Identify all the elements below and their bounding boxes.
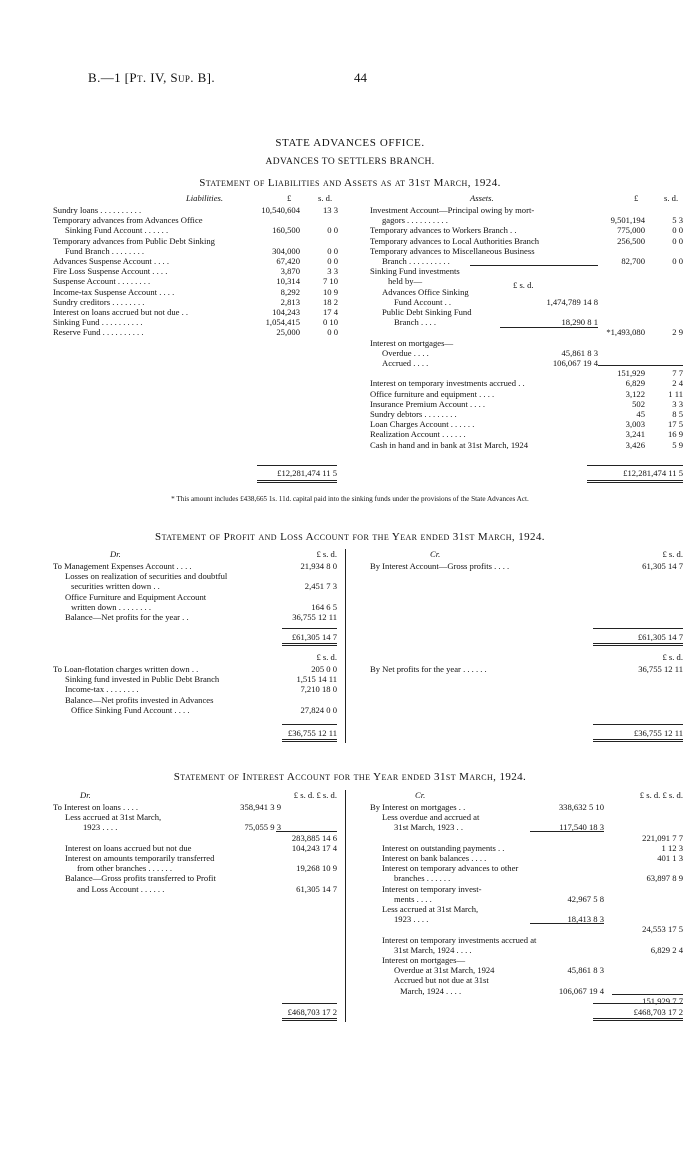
ia-dr-line: 1923 . . . . (83, 822, 118, 833)
assets-total-rule (587, 465, 683, 466)
pl2-cr-amount: 36,755 12 11 (638, 664, 683, 674)
asset-line: Sundry debtors . . . . . . . . (370, 409, 457, 419)
ia-cr-outer-amount: 1 12 3 (661, 842, 683, 853)
sinking-fund-subheading: £ s. d. (513, 280, 534, 290)
pl-dr-line: Balance—Net profits for the year . . (65, 612, 189, 622)
liability-line: Fund Branch . . . . . . . . (65, 245, 145, 256)
ia-dr-outer-amount: 283,885 14 6 (291, 832, 337, 843)
pl2-dr-columns: £ s. d. (316, 652, 337, 662)
pl-dr-label: Dr. (110, 549, 121, 559)
asset-inner-amount: 1,474,789 14 8 (546, 296, 598, 307)
pl-cr-columns: £ s. d. (662, 549, 683, 559)
asset-line: Loan Charges Account . . . . . . (370, 419, 475, 430)
asset-sd: 2 4 (672, 378, 683, 389)
asset-pounds: 151,929 (617, 368, 645, 379)
asset-line: Interest on temporary investments accrued . . (370, 378, 525, 389)
liability-pounds: 10,314 (276, 276, 300, 287)
ia-cr-columns: £ s. d. £ s. d. (639, 790, 683, 800)
asset-line: Office furniture and equipment . . . . (370, 388, 495, 399)
ia-dr-line: Less accrued at 31st March, (65, 812, 162, 823)
subtotal-rule (276, 831, 337, 832)
subtotal-rule (530, 923, 604, 924)
asset-sd: 5 3 (672, 215, 683, 226)
asset-line: Investment Account—Principal owing by mort- (370, 205, 535, 215)
asset-line: held by— (388, 276, 423, 287)
assets-heading: Assets. (470, 193, 494, 203)
asset-sd: 5 9 (672, 439, 683, 450)
asset-sd: 1 11 (668, 388, 683, 399)
subtotal-rule (470, 265, 598, 266)
pl-centre-rule (345, 549, 346, 743)
ia-cr-label: Cr. (415, 790, 426, 800)
ia-cr-inner-amount: 18,413 8 3 (567, 914, 604, 925)
pl-dr-line: Office Furniture and Equipment Account (65, 591, 207, 602)
asset-line: Public Debt Sinking Fund (382, 307, 472, 317)
pl-cr-total: £61,305 14 7 (637, 632, 683, 642)
ia-cr-total: £468,703 17 2 (633, 1007, 683, 1017)
asset-inner-amount: 106,067 19 4 (552, 358, 598, 368)
assets-sd-heading: s. d. (664, 193, 679, 203)
ia-cr-line: 31st March, 1924 . . . . (394, 944, 472, 955)
ia-cr-outer-amount: 6,829 2 4 (650, 944, 683, 955)
pl2-dr-line: Income-tax . . . . . . . . (65, 684, 139, 695)
pl-dr-amount: 164 6 5 (311, 601, 337, 612)
ia-dr-columns: £ s. d. £ s. d. (293, 790, 337, 800)
asset-pounds: 3,426 (625, 439, 645, 450)
ia-cr-line: ments . . . . (394, 893, 432, 904)
liability-line: Advances Suspense Account . . . . (53, 256, 169, 266)
ia-cr-outer-amount: 151,929 7 7 (642, 995, 683, 1006)
asset-pounds: 775,000 (617, 225, 645, 236)
ia-cr-inner-amount: 45,861 8 3 (567, 965, 604, 976)
liability-line: Income-tax Suspense Account . . . . (53, 286, 175, 297)
liabilities-sd-heading: s. d. (318, 193, 333, 203)
asset-line: Cash in hand and in bank at 31st March, 1924 (370, 439, 529, 450)
ia-cr-line: Interest on temporary investments accrued at (382, 934, 537, 945)
asset-line: Realization Account . . . . . . (370, 429, 466, 440)
ia-cr-outer-amount: 24,553 17 5 (642, 924, 683, 935)
asset-pounds: 82,700 (621, 256, 645, 266)
pl2-cr-total: £36,755 12 11 (633, 728, 683, 738)
ia-cr-line: By Interest on mortgages . . (370, 802, 466, 812)
pl2-cr-columns: £ s. d. (662, 652, 683, 662)
pl2-cr-total-rule (593, 724, 683, 725)
ia-cr-line: 1923 . . . . (394, 914, 429, 925)
asset-pounds: 6,829 (625, 378, 645, 389)
asset-line: Insurance Premium Account . . . . (370, 398, 486, 409)
pl-dr-line: To Management Expenses Account . . . . (53, 561, 192, 571)
liability-pounds: 160,500 (272, 225, 300, 236)
asset-pounds: 3,122 (625, 388, 645, 399)
pl-dr-amount: 2,451 7 3 (304, 581, 337, 592)
ia-dr-line: To Interest on loans . . . . (53, 802, 139, 812)
pl2-cr-line: By Net profits for the year . . . . . . (370, 664, 487, 674)
profit-loss-title: Statement of Profit and Loss Account for the Year ended 31st March, 1924. (155, 531, 545, 543)
liability-pounds: 3,870 (280, 266, 300, 277)
pl2-dr-line: Sinking fund invested in Public Debt Branch (65, 674, 220, 685)
ia-dr-line: Interest on amounts temporarily transferred (65, 853, 215, 863)
asset-pounds: 9,501,194 (610, 215, 645, 226)
page-number: 44 (354, 70, 367, 85)
pl-dr-line: securities written down . . (71, 581, 160, 592)
ia-cr-line: Interest on mortgages— (382, 955, 466, 965)
ia-cr-inner-amount: 42,967 5 8 (567, 893, 604, 904)
ia-cr-line: Less overdue and accrued at (382, 812, 480, 823)
balance-sheet-footnote: * This amount includes £438,665 1s. 11d. capital paid into the sinking funds under the provisions of the State Advances Act. (171, 495, 529, 503)
liability-line: Sundry loans . . . . . . . . . . (53, 205, 142, 215)
pl-cr-label: Cr. (430, 549, 441, 559)
pl-dr-line: Losses on realization of securities and doubtful (65, 571, 228, 582)
ia-cr-line: Less accrued at 31st March, (382, 904, 479, 914)
asset-line: Sinking Fund investments (370, 266, 460, 277)
liability-line: Temporary advances from Public Debt Sinking (53, 235, 215, 246)
document-reference: B.—1 [Pt. IV, Sup. B]. (88, 70, 216, 85)
ia-cr-inner-amount: 338,632 5 10 (558, 802, 604, 812)
office-title: STATE ADVANCES OFFICE. (275, 137, 425, 149)
asset-sd: 0 0 (672, 235, 683, 246)
liability-pounds: 304,000 (272, 245, 300, 256)
ia-cr-line: Interest on outstanding payments . . (382, 842, 505, 853)
liability-pounds: 104,243 (272, 307, 300, 317)
pl2-dr-line: Office Sinking Fund Account . . . . (71, 704, 190, 715)
ia-cr-line: Interest on temporary advances to other (382, 863, 519, 874)
pl-cr-line: By Interest Account—Gross profits . . . . (370, 561, 510, 571)
liability-sd: 0 10 (322, 317, 338, 328)
assets-pound-heading: £ (634, 193, 639, 203)
asset-pounds: 45 (636, 409, 645, 419)
pl2-dr-amount: 27,824 0 0 (300, 704, 337, 715)
ia-dr-inner-amount: 358,941 3 9 (240, 802, 281, 812)
subtotal-rule (530, 831, 604, 832)
pl-cr-total-double-rule (593, 643, 683, 646)
liability-pounds: 25,000 (276, 327, 300, 338)
ia-dr-line: and Loss Account . . . . . . (77, 883, 165, 894)
asset-line: Accrued . . . . (382, 358, 429, 368)
ia-cr-line: Interest on temporary invest- (382, 883, 482, 894)
pl2-dr-total-rule (282, 724, 337, 725)
liability-sd: 7 10 (322, 276, 338, 287)
liability-line: Sundry creditors . . . . . . . . (53, 296, 145, 307)
asset-sd: 7 7 (672, 368, 683, 379)
liability-sd: 0 0 (327, 327, 338, 338)
ia-cr-line: March, 1924 . . . . (400, 985, 462, 996)
asset-inner-amount: 45,861 8 3 (561, 347, 598, 358)
ia-cr-line: branches . . . . . . (394, 873, 451, 884)
ia-dr-line: Balance—Gross profits transferred to Profit (65, 873, 216, 884)
pl2-cr-total-double-rule (593, 739, 683, 742)
pl2-dr-amount: 205 0 0 (311, 664, 337, 674)
asset-line: Branch . . . . (394, 317, 437, 328)
pl2-dr-amount: 7,210 18 0 (300, 684, 337, 695)
liability-line: Interest on loans accrued but not due . . (53, 307, 189, 317)
pl-dr-total-double-rule (282, 643, 337, 646)
ia-dr-label: Dr. (80, 790, 91, 800)
ia-centre-rule (345, 790, 346, 1022)
liabilities-pound-heading: £ (287, 193, 292, 203)
asset-line: Branch . . . . . . . . . . (382, 256, 450, 266)
asset-sd: 3 3 (672, 398, 683, 409)
ia-dr-line: Interest on loans accrued but not due (65, 842, 192, 853)
balance-sheet-title: Statement of Liabilities and Assets as at 31st March, 1924. (199, 177, 501, 189)
asset-sd: 17 5 (667, 419, 683, 430)
interest-account-title: Statement of Interest Account for the Year ended 31st March, 1924. (173, 771, 527, 783)
asset-inner-amount: 18,290 8 1 (561, 317, 598, 328)
asset-pounds: 3,003 (625, 419, 645, 430)
ia-dr-total-rule (282, 1003, 337, 1004)
liabilities-total-rule (257, 465, 337, 466)
ia-cr-line: Accrued but not due at 31st (394, 975, 489, 986)
pl-dr-total-rule (282, 628, 337, 629)
liabilities-total: £12,281,474 11 5 (277, 468, 337, 478)
pl-cr-total-rule (593, 628, 683, 629)
liability-pounds: 10,540,604 (261, 205, 300, 215)
pl2-dr-total-double-rule (282, 739, 337, 742)
branch-title: ADVANCES TO SETTLERS BRANCH. (265, 157, 435, 167)
asset-line: Overdue . . . . (382, 347, 429, 358)
ia-dr-outer-amount: 61,305 14 7 (296, 883, 337, 894)
asset-pounds: 502 (632, 398, 645, 409)
pl-cr-amount: 61,305 14 7 (642, 561, 683, 571)
liability-pounds: 2,813 (280, 296, 300, 307)
ia-dr-inner-amount: 75,055 9 3 (244, 822, 281, 833)
liability-line: Temporary advances from Advances Office (53, 215, 203, 226)
asset-line: Temporary advances to Local Authorities Branch (370, 235, 540, 246)
ia-dr-outer-amount: 104,243 17 4 (291, 842, 337, 853)
assets-total: £12,281,474 11 5 (623, 468, 683, 478)
pl2-dr-total: £36,755 12 11 (287, 728, 337, 738)
ia-dr-total-double-rule (282, 1018, 337, 1021)
liability-line: Sinking Fund . . . . . . . . . . (53, 317, 143, 328)
subtotal-rule (598, 365, 683, 366)
asset-sd: 0 0 (672, 256, 683, 266)
liability-sd: 10 9 (322, 286, 338, 297)
subtotal-rule (612, 994, 683, 995)
asset-pounds: 3,241 (625, 429, 645, 440)
ia-cr-inner-amount: 117,540 18 3 (559, 822, 604, 833)
ia-cr-inner-amount: 106,067 19 4 (558, 985, 604, 996)
liability-line: Suspense Account . . . . . . . . (53, 276, 151, 287)
ia-cr-line: 31st March, 1923 . . (394, 822, 463, 833)
pl-dr-amount: 21,934 8 0 (300, 561, 337, 571)
asset-line: Advances Office Sinking (382, 286, 469, 297)
liability-line: Sinking Fund Account . . . . . . (65, 225, 169, 236)
liability-pounds: 8,292 (280, 286, 300, 297)
pl-dr-line: written down . . . . . . . . (71, 601, 151, 612)
ia-cr-total-rule (593, 1003, 683, 1004)
asset-sd: 2 9 (672, 327, 683, 338)
liability-line: Reserve Fund . . . . . . . . . . (53, 327, 144, 338)
ia-cr-total-double-rule (593, 1018, 683, 1021)
pl-dr-columns: £ s. d. (316, 549, 337, 559)
pl-dr-amount: 36,755 12 11 (292, 612, 337, 622)
pl2-dr-line: Balance—Net profits invested in Advances (65, 694, 214, 705)
liability-pounds: 67,420 (276, 256, 300, 266)
asset-sd: 8 5 (672, 409, 683, 419)
ia-dr-line: from other branches . . . . . . (77, 863, 172, 874)
assets-total-double-rule (587, 480, 683, 483)
liabilities-total-double-rule (257, 480, 337, 483)
asset-line: Temporary advances to Miscellaneous Business (370, 245, 535, 256)
asset-line: Fund Account . . (394, 296, 452, 307)
liabilities-heading: Liabilities. (186, 193, 224, 203)
asset-line: Interest on mortgages— (370, 337, 454, 348)
ia-dr-total: £468,703 17 2 (287, 1007, 337, 1017)
asset-pounds: *1,493,080 (606, 327, 645, 338)
liability-sd: 0 0 (327, 245, 338, 256)
asset-sd: 0 0 (672, 225, 683, 236)
liability-sd: 17 4 (322, 307, 338, 317)
liability-sd: 18 2 (322, 296, 338, 307)
liability-line: Fire Loss Suspense Account . . . . (53, 266, 168, 277)
ia-cr-outer-amount: 401 1 3 (657, 853, 683, 863)
liability-sd: 3 3 (327, 266, 338, 277)
ia-dr-outer-amount: 19,268 10 9 (296, 863, 337, 874)
asset-sd: 16 9 (667, 429, 683, 440)
liability-sd: 13 3 (322, 205, 338, 215)
subtotal-rule (500, 327, 598, 328)
pl-dr-total: £61,305 14 7 (291, 632, 337, 642)
asset-line: gagors . . . . . . . . . . (382, 215, 448, 226)
ia-cr-outer-amount: 63,897 8 9 (646, 873, 683, 884)
liability-pounds: 1,054,415 (265, 317, 300, 328)
asset-pounds: 256,500 (617, 235, 645, 246)
pl2-dr-amount: 1,515 14 11 (296, 674, 337, 685)
pl2-dr-line: To Loan-flotation charges written down . . (53, 664, 199, 674)
liability-sd: 0 0 (327, 225, 338, 236)
ia-cr-line: Interest on bank balances . . . . (382, 853, 487, 863)
asset-line: Temporary advances to Workers Branch . . (370, 225, 517, 236)
liability-sd: 0 0 (327, 256, 338, 266)
ia-cr-line: Overdue at 31st March, 1924 (394, 965, 495, 976)
ia-cr-outer-amount: 221,091 7 7 (642, 832, 683, 843)
